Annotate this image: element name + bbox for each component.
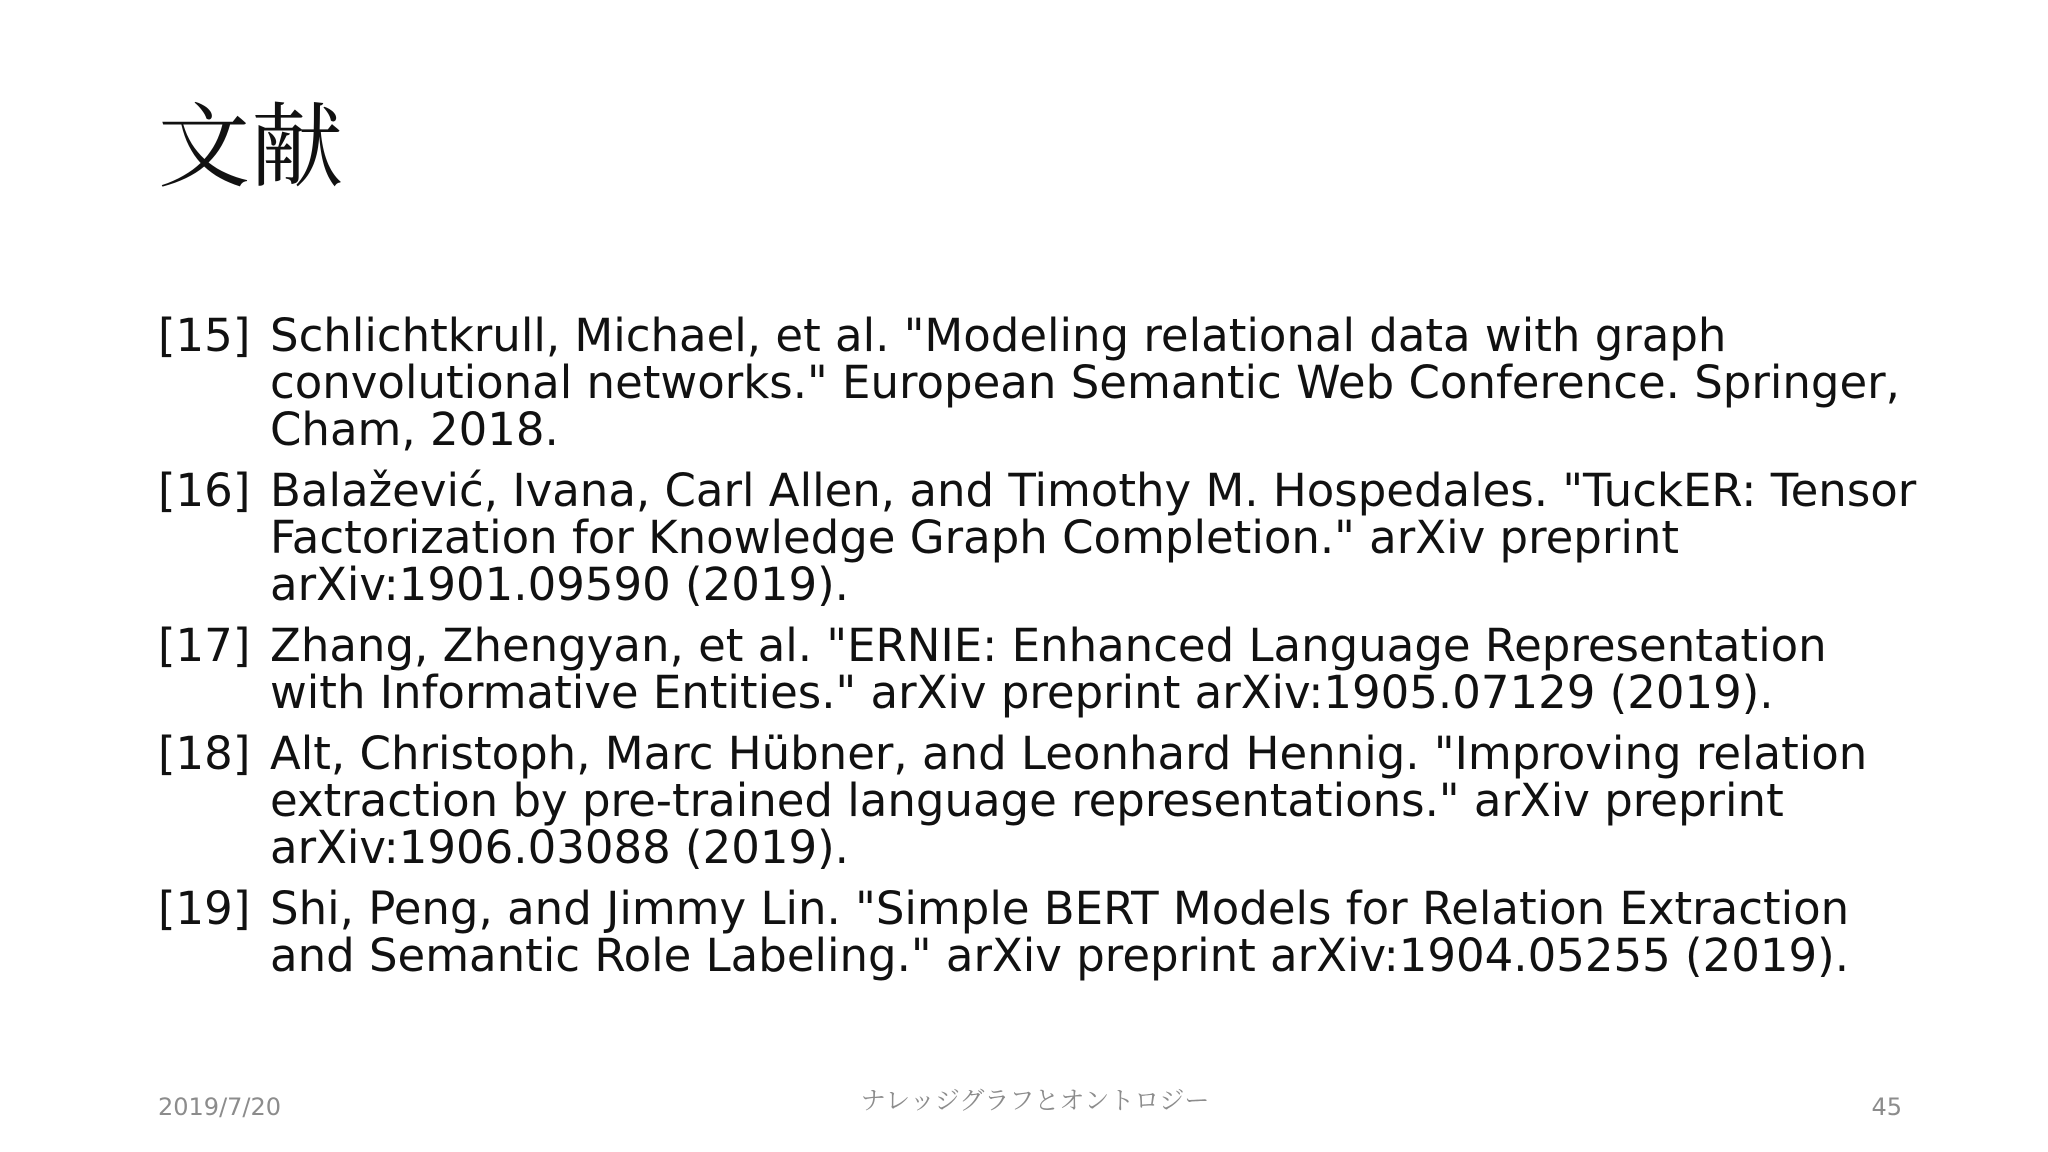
page-number: 45 [1871, 1093, 1902, 1121]
reference-number: [16] [158, 464, 251, 517]
reference-item [158, 464, 1918, 611]
footer-date: 2019/7/20 [158, 1093, 282, 1121]
reference-text: Schlichtkrull, Michael, et al. "Modeling relational data with graph convolutional networks." European Semantic Web Conference. Springer, Cham, 2018. [270, 309, 1900, 456]
reference-number: [15] [158, 309, 251, 362]
reference-text: Shi, Peng, and Jimmy Lin. "Simple BERT Models for Relation Extraction and Semantic Role Labeling." arXiv preprint arXiv:1904.05255 (2019). [270, 882, 1850, 982]
reference-number: [19] [158, 882, 251, 935]
footer-title: ナレッジグラフとオントロジー [860, 1086, 1210, 1115]
references-list [158, 309, 1918, 993]
reference-text: Zhang, Zhengyan, et al. "ERNIE: Enhanced Language Representation with Informative Entities." arXiv preprint arXiv:1905.07129 (2019). [270, 619, 1827, 719]
reference-item [158, 727, 1918, 874]
reference-item [158, 309, 1918, 456]
reference-number: [18] [158, 727, 251, 780]
reference-text: Alt, Christoph, Marc Hübner, and Leonhard Hennig. "Improving relation extraction by pre-trained language representations." arXiv preprint arXiv:1906.03088 (2019). [270, 727, 1868, 874]
reference-number: [17] [158, 619, 251, 672]
reference-item [158, 619, 1918, 719]
reference-item [158, 882, 1918, 982]
slide-title: 文献 [158, 94, 345, 201]
reference-text: Balažević, Ivana, Carl Allen, and Timothy M. Hospedales. "TuckER: Tensor Factorization for Knowledge Graph Completion." arXiv preprint arXiv:1901.09590 (2019). [270, 464, 1917, 611]
